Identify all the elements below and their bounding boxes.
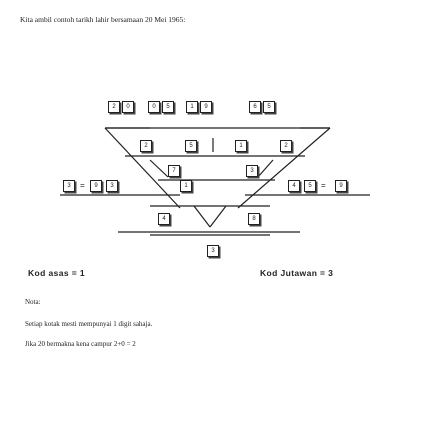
equals-sign: = bbox=[321, 181, 326, 190]
digit-box: 6 bbox=[249, 101, 261, 113]
digit-box: 8 bbox=[248, 213, 260, 225]
kod-jutawan-label: Kod Jutawan = 3 bbox=[260, 268, 334, 278]
final-digit-box: 3 bbox=[207, 245, 219, 257]
digit-box: 3 bbox=[246, 165, 258, 177]
kod-asas-label: Kod asas = 1 bbox=[28, 268, 86, 278]
digit-box: 5 bbox=[162, 101, 174, 113]
nota-line-1: Setiap kotak mesti mempunyai 1 digit sahaja. bbox=[25, 320, 153, 328]
equals-sign: = bbox=[80, 181, 85, 190]
digit-box: 4 bbox=[288, 180, 300, 192]
digit-box: 9 bbox=[90, 180, 102, 192]
digit-box: 3 bbox=[63, 180, 75, 192]
digit-box: 5 bbox=[263, 101, 275, 113]
digit-box: 5 bbox=[304, 180, 316, 192]
digit-box: 9 bbox=[335, 180, 347, 192]
nota-line-2: Jika 20 bermakna kena campur 2+0 = 2 bbox=[25, 340, 136, 348]
digit-box: 2 bbox=[108, 101, 120, 113]
digit-box: 2 bbox=[140, 140, 152, 152]
digit-box: 9 bbox=[200, 101, 212, 113]
nota-title: Nota: bbox=[25, 298, 41, 306]
digit-box: 0 bbox=[122, 101, 134, 113]
center-digit-box: 1 bbox=[180, 180, 192, 192]
digit-box: 1 bbox=[186, 101, 198, 113]
intro-text: Kita ambil contoh tarikh lahir bersamaan 20 Mei 1965: bbox=[20, 15, 186, 24]
digit-box: 4 bbox=[158, 213, 170, 225]
digit-box: 0 bbox=[148, 101, 160, 113]
digit-box: 2 bbox=[280, 140, 292, 152]
digit-box: 7 bbox=[168, 165, 180, 177]
digit-box: 5 bbox=[185, 140, 197, 152]
digit-box: 3 bbox=[106, 180, 118, 192]
digit-box: 1 bbox=[235, 140, 247, 152]
